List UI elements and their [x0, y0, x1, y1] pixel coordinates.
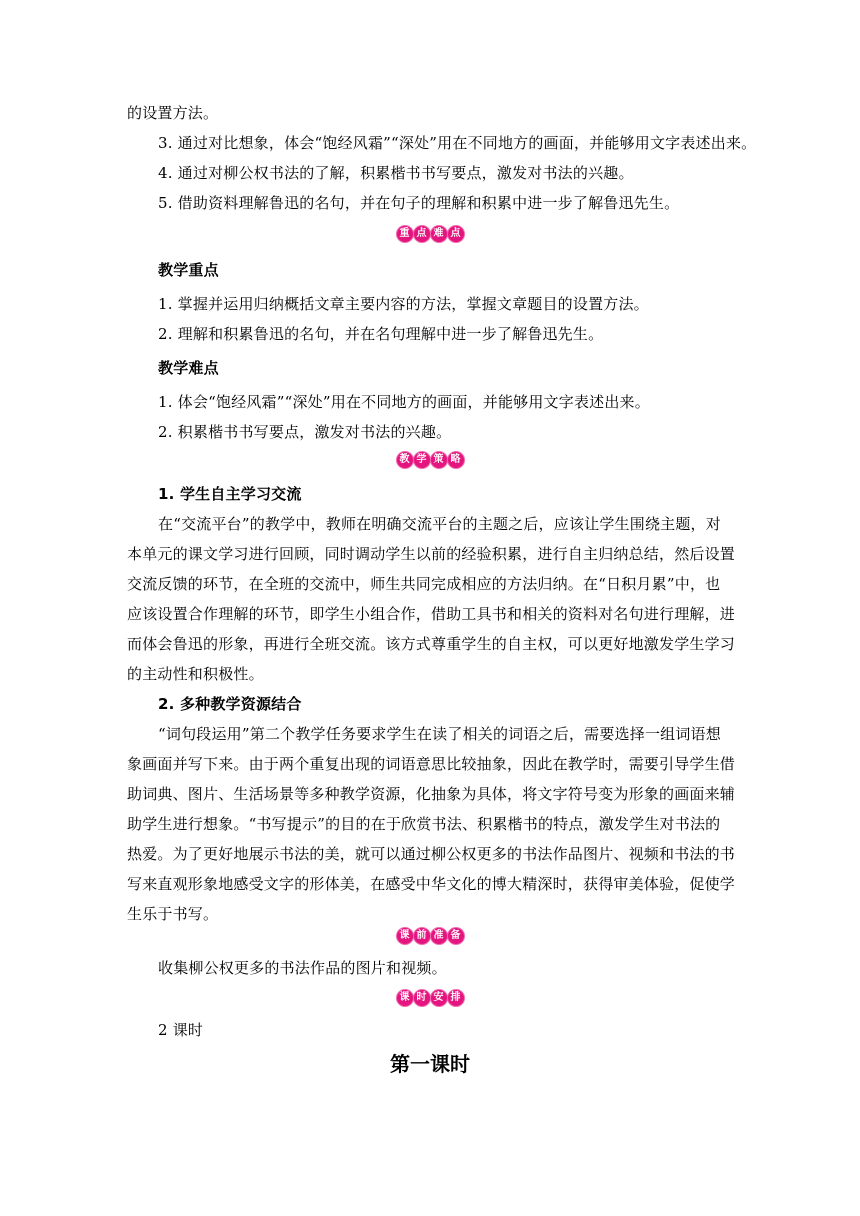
- objective-item-5: 5. 借助资料理解鲁迅的名句，并在句子的理解和积累中进一步了解鲁迅先生。: [158, 194, 680, 212]
- badge-char: 课: [397, 990, 413, 1006]
- badge-char: 排: [448, 990, 464, 1006]
- badge-char: 课: [397, 928, 413, 944]
- schedule-text: 2 课时: [158, 1021, 204, 1039]
- strategy-2-line: 生乐于书写。: [127, 905, 219, 923]
- lesson-heading: 第一课时: [390, 1052, 470, 1076]
- badge-char: 教: [397, 452, 413, 468]
- key-point-item: 2. 理解和积累鲁迅的名句，并在名句理解中进一步了解鲁迅先生。: [158, 325, 604, 343]
- objectives-tail: 的设置方法。: [127, 104, 219, 122]
- strategy-2-line: 写来直观形象地感受文字的形体美，在感受中华文化的博大精深时，获得审美体验，促使学: [127, 875, 736, 893]
- badge-char: 备: [448, 928, 464, 944]
- difficulty-item: 1. 体会“饱经风霜”“深处”用在不同地方的画面，并能够用文字表述出来。: [158, 393, 650, 411]
- badge-char: 难: [431, 226, 447, 242]
- badge-char: 略: [448, 452, 464, 468]
- strategy-1-line: 本单元的课文学习进行回顾，同时调动学生以前的经验积累，进行自主归纳总结，然后设置: [127, 545, 736, 563]
- strategy-2-line: 助学生进行想象。“书写提示”的目的在于欣赏书法、积累楷书的特点，激发学生对书法的: [127, 815, 721, 833]
- key-points-title: 教学重点: [158, 261, 219, 279]
- schedule-badge: [0, 990, 860, 1008]
- difficulties-title: 教学难点: [158, 359, 219, 377]
- strategy-1-line: 在“交流平台”的教学中，教师在明确交流平台的主题之后，应该让学生围绕主题，对: [158, 515, 721, 533]
- strategy-1-line: 应该设置合作理解的环节，即学生小组合作，借助工具书和相关的资料对名句进行理解，进: [127, 605, 736, 623]
- badge-char: 前: [414, 928, 430, 944]
- objective-item-3: 3. 通过对比想象，体会“饱经风霜”“深处”用在不同地方的画面，并能够用文字表述出来。: [158, 134, 757, 152]
- strategy-badge: [0, 452, 860, 470]
- strategy-2-line: 象画面并写下来。由于两个重复出现的词语意思比较抽象，因此在教学时，需要引导学生借: [127, 755, 736, 773]
- strategy-2-line: 热爱。为了更好地展示书法的美，就可以通过柳公权更多的书法作品图片、视频和书法的书: [127, 845, 736, 863]
- preparation-text: 收集柳公权更多的书法作品的图片和视频。: [158, 959, 447, 977]
- badge-char: 学: [414, 452, 430, 468]
- preparation-badge: [0, 928, 860, 946]
- strategy-2-title: 2. 多种教学资源结合: [158, 695, 302, 713]
- strategy-1-line: 而体会鲁迅的形象，再进行全班交流。该方式尊重学生的自主权，可以更好地激发学生学习: [127, 635, 736, 653]
- key-points-badge: [0, 226, 860, 244]
- strategy-2-line: 助词典、图片、生活场景等多种教学资源，化抽象为具体，将文字符号变为形象的画面来辅: [127, 785, 736, 803]
- strategy-2-line: “词句段运用”第二个教学任务要求学生在读了相关的词语之后，需要选择一组词语想: [158, 725, 721, 743]
- strategy-1-title: 1. 学生自主学习交流: [158, 485, 302, 503]
- difficulty-item: 2. 积累楷书书写要点，激发对书法的兴趣。: [158, 423, 452, 441]
- badge-char: 点: [414, 226, 430, 242]
- badge-char: 重: [397, 226, 413, 242]
- badge-char: 准: [431, 928, 447, 944]
- badge-char: 点: [448, 226, 464, 242]
- objective-item-4: 4. 通过对柳公权书法的了解，积累楷书书写要点，激发对书法的兴趣。: [158, 164, 634, 182]
- key-point-item: 1. 掌握并运用归纳概括文章主要内容的方法，掌握文章题目的设置方法。: [158, 295, 649, 313]
- badge-char: 时: [414, 990, 430, 1006]
- strategy-1-line: 交流反馈的环节，在全班的交流中，师生共同完成相应的方法归纳。在“日积月累”中，也: [127, 575, 721, 593]
- badge-char: 安: [431, 990, 447, 1006]
- strategy-1-line: 的主动性和积极性。: [127, 665, 264, 683]
- badge-char: 策: [431, 452, 447, 468]
